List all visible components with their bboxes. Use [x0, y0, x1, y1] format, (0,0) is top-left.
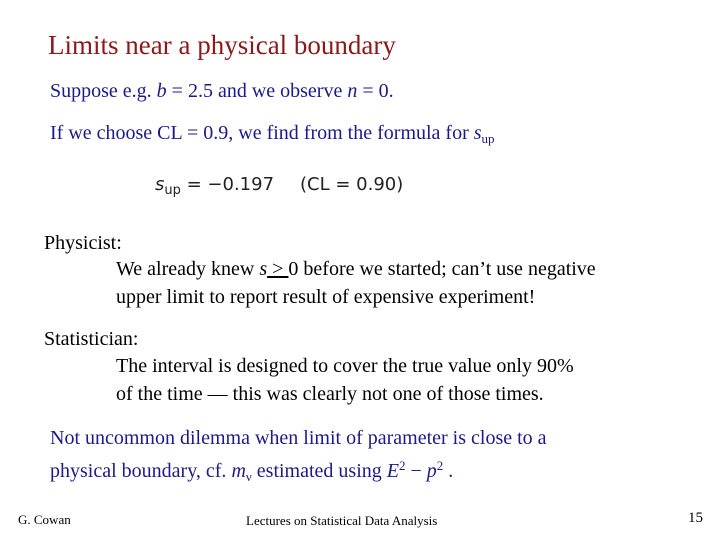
statistician-line-2: of the time — this was clearly not one of those times. — [116, 383, 544, 405]
formula-s-sub: up — [164, 183, 181, 198]
footer-author: G. Cowan — [18, 512, 71, 527]
cl-line — [50, 120, 495, 152]
E-superscript: 2 — [398, 458, 406, 473]
statistician-line-1: The interval is designed to cover the true value only 90% — [116, 355, 574, 377]
E-variable: E — [386, 460, 399, 482]
physicist-l1-pre: We already knew — [116, 258, 260, 280]
dilemma-l2-pre: physical boundary, cf. — [50, 460, 232, 482]
scenario-prefix: Suppose e.g. — [50, 80, 157, 102]
physicist-line-1 — [116, 256, 596, 282]
formula-s: s — [155, 174, 165, 195]
dilemma-line-2 — [50, 453, 453, 490]
statistician-label: Statistician: — [44, 328, 139, 350]
nu-subscript: ν — [245, 469, 252, 484]
physicist-label: Physicist: — [44, 232, 122, 254]
scenario-line — [50, 78, 394, 104]
dilemma-line-1: Not uncommon dilemma when limit of parameter is close to a — [50, 427, 547, 449]
formula-result — [155, 174, 403, 198]
physicist-l1-post: 0 before we started; can’t use negative — [288, 258, 596, 280]
physicist-geq: > — [267, 258, 289, 280]
s-variable: s — [473, 122, 482, 144]
p-superscript: 2 — [436, 458, 444, 473]
m-variable: m — [231, 460, 246, 482]
physicist-line-2: upper limit to report result of expensive experiment! — [116, 286, 536, 308]
cl-text: If we choose CL = 0.9, we find from the formula for — [50, 122, 474, 144]
page-number: 15 — [688, 510, 703, 526]
page-title: Limits near a physical boundary — [48, 30, 396, 60]
n-variable: n — [347, 80, 358, 102]
n-value: = 0. — [357, 80, 394, 102]
physicist-s: s — [259, 258, 268, 280]
formula-cl: (CL = 0.90) — [300, 174, 404, 195]
p-variable: p — [426, 460, 437, 482]
minus-sign: − — [405, 460, 427, 482]
formula-rhs: = −0.197 — [180, 174, 275, 195]
dilemma-l2-end: . — [443, 460, 454, 482]
b-variable: b — [156, 80, 167, 102]
b-value: = 2.5 and we observe — [166, 80, 348, 102]
s-subscript: up — [481, 131, 495, 146]
dilemma-l2-mid: estimated using — [251, 460, 387, 482]
footer-course: Lectures on Statistical Data Analysis — [246, 513, 438, 528]
